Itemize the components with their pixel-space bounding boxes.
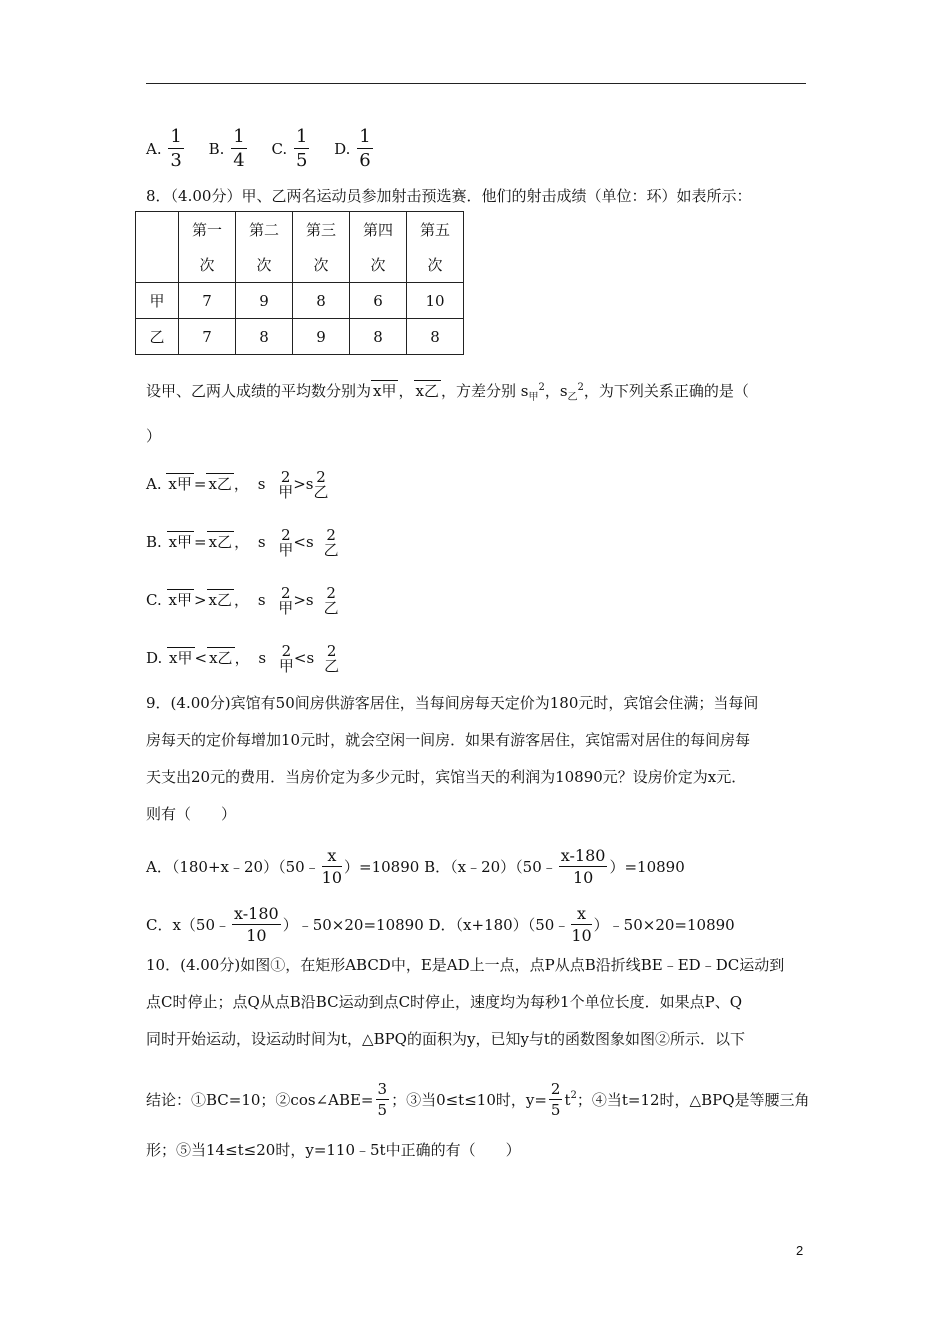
fraction: $\frac{x-180}{10}$: [560, 846, 606, 887]
table-cell: 8: [407, 319, 464, 355]
q9-option-c[interactable]: C．x（50﹣ $\frac{x-180}{10}$ ）﹣50×20=10890: [146, 904, 424, 945]
header-cell: 第一: [179, 212, 236, 247]
row-label: 甲: [136, 283, 179, 319]
mean-yi: x乙: [415, 382, 439, 400]
fraction: $\frac{1}{5}$: [295, 126, 308, 171]
table-cell: 7: [179, 283, 236, 319]
fraction: $\frac{x}{10}$: [571, 904, 592, 945]
mean-jia: x甲: [373, 382, 397, 400]
q8-option-d[interactable]: D. x甲 < x乙 ， s 2 甲 <s 2 乙: [146, 642, 340, 675]
table-cell: 8: [236, 319, 293, 355]
header-cell: 次: [293, 247, 350, 283]
fraction: $\frac{1}{3}$: [170, 126, 182, 171]
header-cell: 次: [407, 247, 464, 283]
score-table: [135, 211, 464, 355]
q8-stem: 8．（4.00分）甲、乙两名运动员参加射击预选赛．他们的射击成绩（单位：环）如表所示：: [146, 187, 752, 205]
table-row: [136, 319, 464, 355]
q9-option-a[interactable]: A．（180+x﹣20）（50﹣ $\frac{x}{10}$ ）=10890: [146, 846, 420, 887]
q8-description: 设甲、乙两人成绩的平均数分别为 x甲 ， x乙 ，方差分别 $s_甲^2$，$s_乙^2$，为下列关系正确的是（: [146, 382, 749, 403]
fraction: $\frac{x-180}{10}$: [234, 904, 279, 945]
table-cell: 8: [293, 283, 350, 319]
fraction: $\frac{1}{4}$: [233, 126, 245, 171]
q7-option-b[interactable]: B. $\frac{1}{4}$: [208, 126, 245, 171]
header-rule: [146, 83, 806, 84]
header-cell: 次: [236, 247, 293, 283]
q7-option-d[interactable]: D. $\frac{1}{6}$: [334, 126, 371, 171]
q9-line-2: 房每天的定价每增加10元时，就会空闲一间房．如果有游客居住，宾馆需对居住的每间房每: [146, 731, 751, 749]
q7-option-c[interactable]: C. $\frac{1}{5}$: [271, 126, 308, 171]
header-cell: 第二: [236, 212, 293, 247]
table-cell: 6: [350, 283, 407, 319]
row-label: 乙: [136, 319, 179, 355]
table-cell: 8: [350, 319, 407, 355]
q9-options-row-1: [146, 848, 685, 886]
header-cell: 第三: [293, 212, 350, 247]
fraction: $\frac{2}{5}$: [550, 1080, 561, 1119]
header-cell: 第四: [350, 212, 407, 247]
q7-options: [146, 128, 375, 170]
table-corner: [136, 212, 179, 283]
fraction: $\frac{1}{6}$: [359, 126, 371, 171]
fraction: $\frac{x}{10}$: [321, 846, 343, 887]
q10-line-5: 形；⑤当14≤t≤20时，y=110﹣5t中正确的有（ ）: [146, 1141, 521, 1159]
q9-line-1: 9．(4.00分)宾馆有50间房供游客居住，当每间房每天定价为180元时，宾馆会住满；当每间: [146, 694, 759, 712]
q9-options-row-2: [146, 906, 735, 944]
q10-line-4: 结论：①BC=10；②cos∠ABE= $\frac{3}{5}$ ；③当0≤t≤10时，y= $\frac{2}{5}$ $t^2$；④当t=12时，△BPQ是等腰三角: [146, 1080, 810, 1119]
q9-option-b[interactable]: B．（x﹣20）（50﹣ $\frac{x-180}{10}$ ）=10890: [424, 846, 685, 887]
q9-line-3: 天支出20元的费用．当房价定为多少元时，宾馆当天的利润为10890元？设房价定为x元．: [146, 768, 747, 786]
table-row: [136, 283, 464, 319]
header-cell: 次: [179, 247, 236, 283]
q9-option-d[interactable]: D．（x+180）（50﹣ $\frac{x}{10}$ ）﹣50×20=10890: [428, 904, 735, 945]
q8-description-close: ）: [146, 427, 162, 445]
q7-option-a[interactable]: A. $\frac{1}{3}$: [146, 126, 182, 171]
q9-line-4: 则有（ ）: [146, 805, 237, 823]
table-cell: 9: [293, 319, 350, 355]
page-number: 2: [796, 1243, 804, 1258]
q8-option-c[interactable]: C. x甲 > x乙 ， s 2 甲 >s 2 乙: [146, 584, 339, 617]
q10-line-2: 点C时停止；点Q从点B沿BC运动到点C时停止，速度均为每秒1个单位长度．如果点P、Q: [146, 993, 742, 1011]
fraction: $\frac{3}{5}$: [377, 1080, 388, 1119]
q8-option-b[interactable]: B. x甲 = x乙 ， s 2 甲 <s 2 乙: [146, 526, 339, 559]
table-cell: 9: [236, 283, 293, 319]
q10-line-3: 同时开始运动，设运动时间为t，△BPQ的面积为y，已知y与t的函数图象如图②所示．以下: [146, 1030, 745, 1048]
table-cell: 10: [407, 283, 464, 319]
q10-line-1: 10．(4.00分)如图①，在矩形ABCD中，E是AD上一点，点P从点B沿折线BE﹣ED﹣DC运动到: [146, 956, 785, 974]
header-cell: 次: [350, 247, 407, 283]
header-cell: 第五: [407, 212, 464, 247]
q8-option-a[interactable]: A. x甲 = x乙 ， s 2 甲 >s 2 乙: [146, 468, 329, 501]
table-cell: 7: [179, 319, 236, 355]
